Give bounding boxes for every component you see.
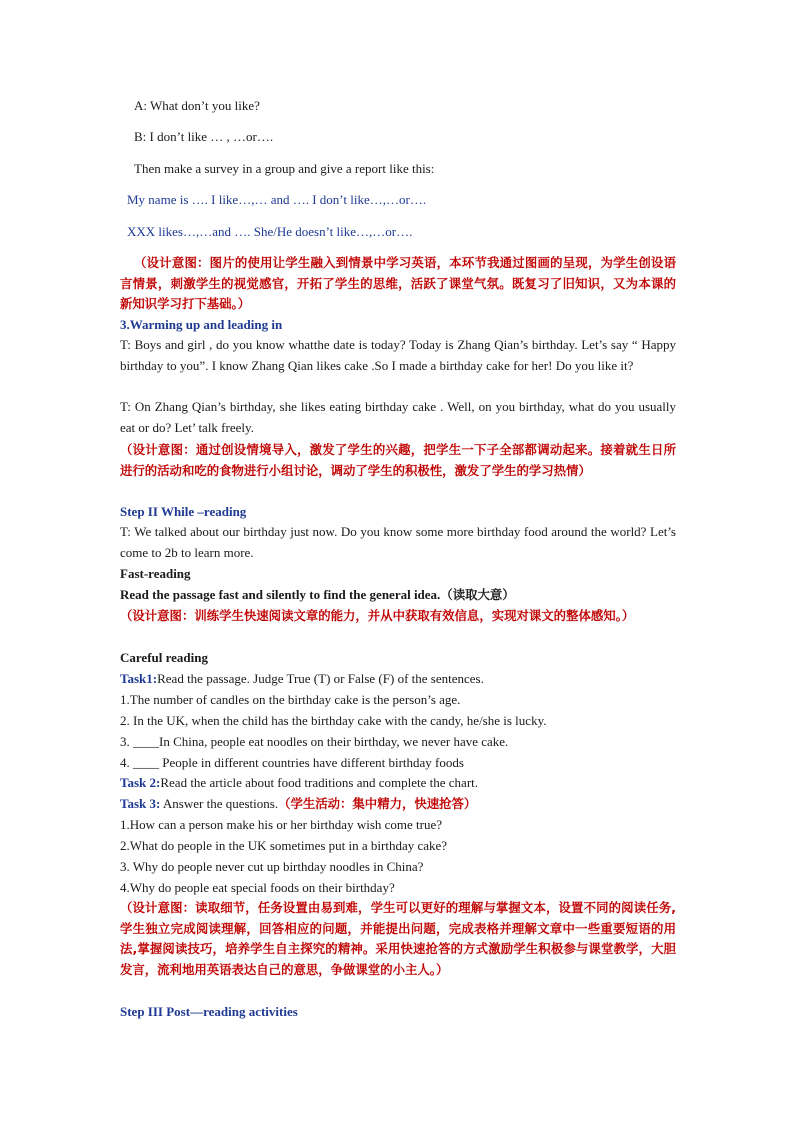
question-4: 4.Why do people eat special foods on their birthday? xyxy=(120,880,395,895)
report-template-1: My name is …. I like…,… and …. I don’t like…,…or…. xyxy=(127,192,427,207)
judge-item-2: 2. In the UK, when the child has the birthday cake with the candy, he/she is lucky. xyxy=(120,713,547,728)
fast-reading-instruction xyxy=(120,587,515,603)
careful-reading-heading: Careful reading xyxy=(120,650,208,665)
fast-reading-heading: Fast-reading xyxy=(120,566,191,581)
task2-text: Read the article about food traditions and complete the chart. xyxy=(160,775,479,790)
task3-cn-note: （学生活动：集中精力，快速抢答） xyxy=(278,796,477,811)
design-intent-note-4: （设计意图：读取细节，任务设置由易到难，学生可以更好的理解与掌握文本，设置不同的阅读任务,学生独立完成阅读理解，回答相应的问题，并能提出问题，完成表格并理解文章中一些重要短语的用法,掌握阅读技巧，培养学生自主探究的精神。采用快速抢答的方式激励学生积极参与课堂教学，大胆发言，流利地用英语表达自己的意思，争做课堂的小主人。） xyxy=(120,900,676,977)
task2-line xyxy=(120,775,478,791)
warmup-heading: 3.Warming up and leading in xyxy=(120,317,283,332)
question-2: 2.What do people in the UK sometimes put in a birthday cake? xyxy=(120,838,448,853)
warmup-paragraph-2: T: On Zhang Qian’s birthday, she likes eating birthday cake . Well, on you birthday, what do you usually eat or do? Let’ talk freely. xyxy=(120,399,676,435)
post-reading-heading: Step III Post—reading activities xyxy=(120,1004,298,1019)
question-1: 1.How can a person make his or her birthday wish come true? xyxy=(120,817,443,832)
dialogue-line-b: B: I don’t like … , …or…. xyxy=(134,129,274,144)
while-reading-paragraph: T: We talked about our birthday just now. Do you know some more birthday food around the world? Let’s come to 2b to learn more. xyxy=(120,524,676,560)
task1-label: Task1: xyxy=(120,671,158,686)
task3-line xyxy=(120,796,476,812)
design-intent-note-2: （设计意图：通过创设情境导入，激发了学生的兴趣，把学生一下子全部都调动起来。接着就生日所进行的活动和吃的食物进行小组讨论，调动了学生的积极性，激发了学生的学习热情） xyxy=(120,442,676,478)
fast-reading-instruction-cn: （读取大意） xyxy=(440,587,515,602)
judge-item-3: 3. ____In China, people eat noodles on their birthday, we never have cake. xyxy=(120,734,509,749)
while-reading-heading: Step II While –reading xyxy=(120,504,247,519)
design-intent-note-3: （设计意图：训练学生快速阅读文章的能力，并从中获取有效信息，实现对课文的整体感知。） xyxy=(120,608,635,623)
task3-label: Task 3: xyxy=(120,796,161,811)
fast-reading-instruction-en: Read the passage fast and silently to find the general idea. xyxy=(120,587,441,602)
task1-text: Read the passage. Judge True (T) or False (F) of the sentences. xyxy=(157,671,484,686)
design-intent-note-1: （设计意图：图片的使用让学生融入到情景中学习英语，本环节我通过图画的呈现，为学生创设语言情景，刺激学生的视觉感官，开拓了学生的思维，活跃了课堂气氛。既复习了旧知识，又为本课的新知识学习打下基础。） xyxy=(120,255,676,311)
survey-instruction: Then make a survey in a group and give a report like this: xyxy=(134,161,435,176)
judge-item-1: 1.The number of candles on the birthday cake is the person’s age. xyxy=(120,692,461,707)
task2-label: Task 2: xyxy=(120,775,161,790)
task1-line xyxy=(120,671,484,687)
judge-item-4: 4. ____ People in different countries have different birthday foods xyxy=(120,755,464,770)
warmup-paragraph-1: T: Boys and girl , do you know whatthe date is today? Today is Zhang Qian’s birthday. Let’s say “ Happy birthday to you”. I know Zhang Qian likes cake .So I made a birthday cake for her! Do you like it? xyxy=(120,337,676,373)
task3-text: Answer the questions. xyxy=(160,796,279,811)
question-3: 3. Why do people never cut up birthday noodles in China? xyxy=(120,859,424,874)
report-template-2: XXX likes…,…and …. She/He doesn’t like…,…or…. xyxy=(127,224,413,239)
dialogue-line-a: A: What don’t you like? xyxy=(134,98,260,113)
